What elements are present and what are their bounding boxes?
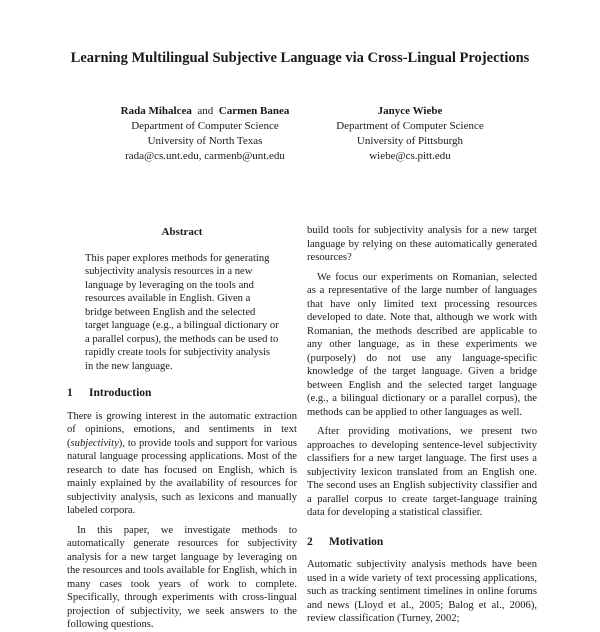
intro-paragraph-2: In this paper, we investigate methods to automatically generate resources for subjectivity analysis for a new target language by leveraging on the resources and tools available for English, which in many cases took years of work to complete. Specifically, through experiments with cross-lingual projection of subjectivity, we seek answers to the following questions.: [67, 524, 297, 630]
author-university: University of Pittsburgh: [356, 135, 464, 147]
right-paragraph-1: build tools for subjectivity analysis for a new target language by relying on these automatically generated resources?: [307, 225, 537, 263]
author-block-1: [90, 104, 320, 164]
author-department: Department of Computer Science: [336, 120, 484, 132]
author-names: Rada Mihalcea and Carmen Banea: [120, 105, 290, 117]
left-column: [67, 226, 297, 632]
section-heading-introduction: 1 Introduction: [67, 387, 152, 399]
abstract-text: This paper explores methods for generating subjectivity analysis resources in a new language by leveraging on the tools and resources available in English. Given a bridge between English and the selected target language (e.g., a bilingual dictionary or a parallel corpus), the methods can be used to rapidly create tools for subjectivity analysis in the new language.: [85, 252, 279, 372]
motivation-paragraph-1: Automatic subjectivity analysis methods have been used in a wide variety of text processing applications, such as tracking sentiment timelines in online forums and news (Lloyd et al., 2005; Balog et al., 2006), review classification (Turney, 2002;: [307, 559, 537, 624]
right-paragraph-2: We focus our experiments on Romanian, selected as a representative of the large number of languages that have only limited text processing resources developed to date. Note that, although we work with Romanian, the methods described are applicable to any other language, as in these experiments we (purposely) do not use any language-specific knowledge of the target language. Given a bridge between English and the selected target language (e.g., a bilingual dictionary or a parallel corpus), the methods can be applied to other languages as well.: [307, 271, 537, 418]
author-department: Department of Computer Science: [131, 120, 279, 132]
abstract-heading: Abstract: [161, 226, 203, 238]
author-email: wiebe@cs.pitt.edu: [369, 150, 451, 162]
author-university: University of North Texas: [147, 135, 263, 147]
abstract-body: [67, 252, 297, 374]
author-block-2: [310, 104, 510, 164]
author-names: Janyce Wiebe: [377, 105, 443, 117]
author-email: rada@cs.unt.edu, carmenb@unt.edu: [125, 150, 285, 162]
intro-paragraph-1: There is growing interest in the automatic extraction of opinions, emotions, and sentiments in text (subjectivity), to provide tools and support for various natural language processing applications. Most of the research to date has focused on English, which is mainly explained by the availability of resources for subjectivity analysis, such as lexicons and manually labeled corpora.: [67, 410, 297, 516]
section-heading-motivation: 2 Motivation: [307, 535, 384, 548]
right-paragraph-3: After providing motivations, we present two approaches to developing sentence-level subjectivity classifiers for a new target language. The first uses a subjectivity lexicon translated from an English one. The second uses an English subjectivity classifier and a parallel corpus to create target-language training data for developing a statistical classifier.: [307, 426, 537, 518]
paper-title: Learning Multilingual Subjective Language via Cross-Lingual Projections: [70, 50, 530, 66]
right-column: [307, 224, 537, 626]
